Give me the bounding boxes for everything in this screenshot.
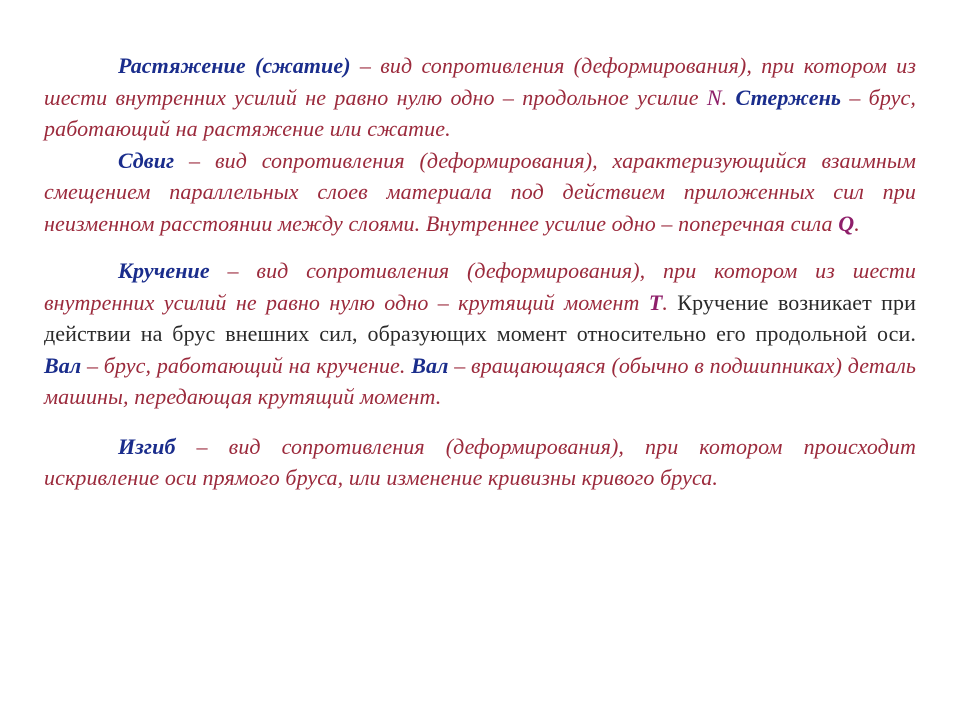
symbol-n: N	[706, 84, 722, 110]
definition-text: – брус, работающий на растяжение или сжатие.	[44, 84, 916, 141]
symbol-q: Q	[838, 210, 855, 236]
definition-text: – вращающаяся (обычно в подшипниках) деталь машины, передающая крутящий момент.	[44, 352, 916, 409]
term-shaft: Вал	[44, 352, 82, 378]
term-shear: Сдвиг	[118, 147, 175, 173]
definition-text: – вид сопротивления (деформирования), при котором из шести внутренних усилий не равно нулю одно – крутящий момент	[44, 258, 916, 315]
symbol-t: T	[648, 289, 663, 315]
definition-text: .	[662, 289, 678, 315]
paragraph-shear	[44, 145, 916, 240]
paragraph-tension-compression	[44, 50, 916, 145]
term-shaft-2: Вал	[411, 352, 449, 378]
definition-text: – вид сопротивления (деформирования), при котором происходит искривление оси прямого бруса, или изменение кривизны кривого бруса.	[44, 433, 916, 490]
paragraph-torsion	[44, 255, 916, 413]
definition-text: – вид сопротивления (деформирования), при котором из шести внутренних усилий не равно нулю одно – продольное усилие	[44, 53, 916, 110]
definition-text: .	[721, 84, 736, 110]
term-torsion: Кручение	[118, 258, 210, 283]
definition-text: – вид сопротивления (деформирования), характеризующийся взаимным смещением параллельных слоев материала под действием приложенных сил при неизменном расстоянии между слоями. Внутреннее усилие одно – поперечная сила	[44, 147, 916, 236]
upright-text: Кручение возникает при действии на брус внешних сил, образующих момент относительно его продольной оси.	[44, 289, 917, 346]
paragraph-bending	[44, 431, 916, 494]
term-tension: Растяжение (сжатие)	[118, 53, 351, 78]
definition-text: – брус, работающий на кручение.	[81, 352, 412, 378]
term-bending: Изгиб	[118, 433, 176, 459]
term-rod: Стержень	[735, 84, 842, 110]
definition-text: .	[854, 210, 860, 236]
